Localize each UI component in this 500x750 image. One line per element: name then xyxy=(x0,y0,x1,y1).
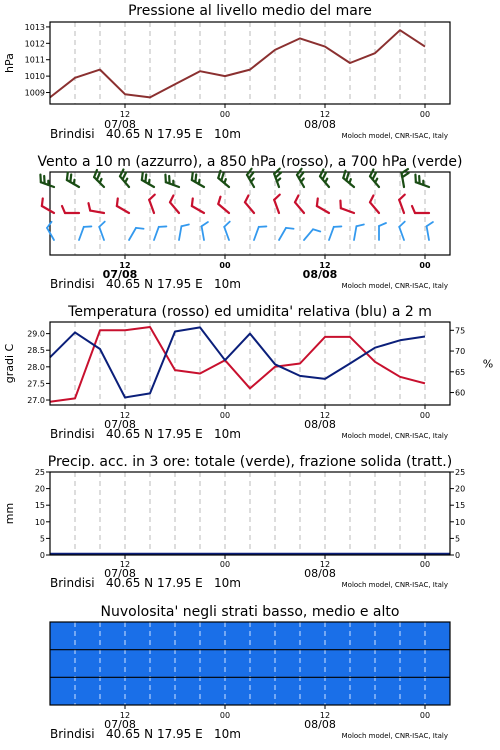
cloud-cell-alto xyxy=(50,622,75,650)
panel-3 xyxy=(3,304,493,441)
cloud-cell-alto xyxy=(275,622,300,650)
cloud-cell-alto xyxy=(200,622,225,650)
y-tick-label: 28.5 xyxy=(27,346,45,356)
location-coords: 40.65 N 17.95 E xyxy=(106,427,203,441)
cloud-cell-alto xyxy=(225,622,250,650)
barb-half-flag xyxy=(224,179,225,183)
barb-flag xyxy=(145,174,146,182)
y-tick-label: 10 xyxy=(34,517,45,527)
date-label: 08/08 xyxy=(304,418,336,431)
barb-flag xyxy=(286,228,294,229)
time-tick-label: 00 xyxy=(219,711,231,720)
barb-flag xyxy=(70,174,71,182)
barb-half-flag xyxy=(199,180,200,184)
panel-title: Temperatura (rosso) ed umidita' relativa (blu) a 2 m xyxy=(68,304,432,320)
cloud-cell-medio xyxy=(325,650,350,678)
time-tick-label: 12 xyxy=(319,411,331,420)
location-elevation: 10m xyxy=(214,427,241,441)
cloud-cell-medio xyxy=(50,650,75,678)
y-tick-label: 1010 xyxy=(24,72,45,82)
cloud-cell-medio xyxy=(400,650,425,678)
cloud-cell-alto xyxy=(350,622,375,650)
panel-4 xyxy=(3,454,465,590)
panel-5 xyxy=(50,604,450,741)
cloud-cell-alto xyxy=(250,622,275,650)
barb-shaft xyxy=(179,226,181,240)
wind-barb-700 xyxy=(142,172,154,187)
y-tick-label: 0 xyxy=(39,551,45,560)
barb-flag xyxy=(356,224,363,226)
date-label: 08/08 xyxy=(304,567,336,580)
time-tick-label: 00 xyxy=(419,411,431,420)
y-tick-label: 27.5 xyxy=(27,379,45,389)
time-tick-label: 12 xyxy=(319,261,331,270)
temperature-line xyxy=(50,327,425,402)
barb-flag xyxy=(97,173,100,180)
barb-half-flag xyxy=(301,179,304,182)
barb-flag xyxy=(67,172,68,180)
barb-flag xyxy=(120,169,123,176)
wind-barb-10m xyxy=(129,228,144,240)
cloud-cell-alto xyxy=(375,622,400,650)
wind-barb-850 xyxy=(42,198,54,213)
barb-shaft xyxy=(341,208,354,213)
y-tick-label: 1012 xyxy=(24,39,45,49)
barb-flag xyxy=(192,198,193,206)
time-tick-label: 12 xyxy=(319,560,331,569)
time-tick-label: 12 xyxy=(119,560,131,569)
barb-flag xyxy=(320,169,323,176)
cloud-cell-basso xyxy=(75,677,100,705)
cloud-cell-basso xyxy=(375,677,400,705)
model-credit: Moloch model, CNR-ISAC, Italy xyxy=(341,732,448,740)
barb-half-flag xyxy=(349,179,350,183)
wind-barb-10m xyxy=(329,226,341,240)
humidity-line xyxy=(50,327,425,397)
location-name: Brindisi xyxy=(50,427,95,441)
y2-tick-label: 20 xyxy=(455,484,466,494)
wind-barb-10m xyxy=(179,224,189,240)
location-name: Brindisi xyxy=(50,576,95,590)
barb-shaft xyxy=(117,206,129,213)
barb-flag xyxy=(42,198,43,206)
barb-shaft xyxy=(192,206,204,213)
time-tick-label: 12 xyxy=(319,110,331,119)
cloud-cell-basso xyxy=(225,677,250,705)
cloud-cell-basso xyxy=(100,677,125,705)
y-tick-label: 25 xyxy=(34,468,45,477)
y2-tick-label: 75 xyxy=(455,326,466,336)
location-elevation: 10m xyxy=(214,576,241,590)
barb-flag xyxy=(323,173,326,180)
wind-barb-10m xyxy=(427,222,433,240)
barb-flag xyxy=(399,195,405,200)
barb-flag xyxy=(117,198,118,206)
barb-shaft xyxy=(218,204,229,213)
wind-barb-10m xyxy=(154,226,166,240)
barb-half-flag xyxy=(74,180,75,184)
panel-title: Precip. acc. in 3 ore: totale (verde), frazione solida (tratt.) xyxy=(47,454,453,470)
cloud-cell-medio xyxy=(375,650,400,678)
barb-shaft xyxy=(79,227,84,240)
cloud-cell-basso xyxy=(275,677,300,705)
wind-barb-850 xyxy=(340,201,354,213)
wind-barb-850 xyxy=(192,198,204,213)
location-elevation: 10m xyxy=(214,727,241,741)
barb-flag xyxy=(170,195,173,202)
barb-shaft xyxy=(254,227,259,240)
cloud-cell-basso xyxy=(150,677,175,705)
panel-2 xyxy=(37,154,462,291)
location-coords: 40.65 N 17.95 E xyxy=(106,576,203,590)
cloud-cell-medio xyxy=(225,650,250,678)
model-credit: Moloch model, CNR-ISAC, Italy xyxy=(341,581,448,589)
time-tick-label: 00 xyxy=(219,110,231,119)
barb-half-flag xyxy=(125,179,127,183)
date-label: 07/08 xyxy=(104,418,136,431)
barb-flag xyxy=(399,222,405,227)
location-coords: 40.65 N 17.95 E xyxy=(106,727,203,741)
barb-shaft xyxy=(329,227,334,240)
barb-flag xyxy=(402,173,408,177)
wind-barb-700 xyxy=(218,171,229,187)
time-tick-label: 00 xyxy=(419,560,431,569)
cloud-cell-alto xyxy=(400,622,425,650)
cloud-cell-basso xyxy=(50,677,75,705)
time-tick-label: 00 xyxy=(419,110,431,119)
cloud-cell-alto xyxy=(300,622,325,650)
time-tick-label: 12 xyxy=(119,110,131,119)
y2-tick-label: 60 xyxy=(455,388,466,398)
barb-flag xyxy=(274,195,280,200)
wind-barb-700 xyxy=(165,175,179,187)
cloud-cell-alto xyxy=(125,622,150,650)
barb-half-flag xyxy=(325,179,327,183)
barb-shaft xyxy=(154,227,159,240)
location-coords: 40.65 N 17.95 E xyxy=(106,127,203,141)
cloud-cell-basso xyxy=(125,677,150,705)
wind-barb-850 xyxy=(317,198,329,213)
barb-flag xyxy=(346,173,348,180)
barb-flag xyxy=(149,195,155,200)
barb-shaft xyxy=(279,228,286,240)
barb-flag xyxy=(192,172,193,180)
y2-axis-label: % xyxy=(482,357,494,371)
barb-shaft xyxy=(354,226,356,240)
y-tick-label: 1009 xyxy=(24,88,45,98)
y2-tick-label: 15 xyxy=(455,501,466,511)
barb-flag xyxy=(47,222,52,228)
cloud-cell-alto xyxy=(425,622,450,650)
date-label: 07/08 xyxy=(102,268,138,281)
panel-title: Vento a 10 m (azzurro), a 850 hPa (rosso), a 700 hPa (verde) xyxy=(37,154,463,170)
barb-half-flag xyxy=(251,179,254,182)
y2-tick-label: 0 xyxy=(455,551,461,560)
barb-flag xyxy=(373,173,376,180)
wind-barb-10m xyxy=(79,226,91,240)
barb-shaft xyxy=(304,229,313,240)
cloud-cell-medio xyxy=(250,650,275,678)
wind-barb-10m xyxy=(202,222,208,240)
y-tick-label: 29.0 xyxy=(27,329,45,339)
barb-flag xyxy=(295,195,298,202)
wind-barb-10m xyxy=(354,224,364,240)
wind-barb-850 xyxy=(117,198,129,213)
date-label: 07/08 xyxy=(104,718,136,731)
model-credit: Moloch model, CNR-ISAC, Italy xyxy=(341,432,448,440)
model-credit: Moloch model, CNR-ISAC, Italy xyxy=(341,282,448,290)
time-tick-label: 00 xyxy=(219,560,231,569)
pressure-line xyxy=(50,30,425,97)
panel-title: Pressione al livello medio del mare xyxy=(128,3,372,19)
y-tick-label: 5 xyxy=(39,534,45,544)
y-axis-label: mm xyxy=(3,502,16,525)
location-elevation: 10m xyxy=(214,127,241,141)
barb-flag xyxy=(202,222,208,226)
date-label: 07/08 xyxy=(104,567,136,580)
barb-flag xyxy=(379,223,386,226)
barb-flag xyxy=(245,195,248,202)
barb-flag xyxy=(123,173,126,180)
wind-barb-700 xyxy=(343,171,354,187)
wind-barb-10m xyxy=(304,229,320,240)
cloud-cell-basso xyxy=(400,677,425,705)
cloud-cell-medio xyxy=(75,650,100,678)
y-axis-label: gradi C xyxy=(3,343,16,384)
barb-flag xyxy=(62,206,65,213)
cloud-cell-medio xyxy=(425,650,450,678)
date-label: 08/08 xyxy=(304,118,336,131)
y-tick-label: 1013 xyxy=(24,22,45,32)
time-tick-label: 00 xyxy=(419,711,431,720)
time-tick-label: 12 xyxy=(119,711,131,720)
location-name: Brindisi xyxy=(50,727,95,741)
y-tick-label: 20 xyxy=(34,484,45,494)
date-label: 07/08 xyxy=(104,118,136,131)
barb-flag xyxy=(99,222,105,227)
location-name: Brindisi xyxy=(50,277,95,291)
model-credit: Moloch model, CNR-ISAC, Italy xyxy=(341,132,448,140)
wind-barb-700 xyxy=(40,175,54,187)
wind-barb-850 xyxy=(88,203,104,213)
barb-flag xyxy=(427,222,433,226)
date-label: 08/08 xyxy=(304,718,336,731)
cloud-cell-medio xyxy=(350,650,375,678)
wind-barb-10m xyxy=(279,228,294,240)
cloud-cell-basso xyxy=(250,677,275,705)
cloud-cell-alto xyxy=(150,622,175,650)
barb-flag xyxy=(218,197,220,204)
cloud-cell-basso xyxy=(425,677,450,705)
barb-shaft xyxy=(427,226,429,240)
time-tick-label: 12 xyxy=(119,411,131,420)
barb-flag xyxy=(370,195,373,202)
y-tick-label: 1011 xyxy=(24,55,45,65)
time-tick-label: 00 xyxy=(419,261,431,270)
cloud-cell-alto xyxy=(325,622,350,650)
barb-shaft xyxy=(202,226,204,240)
cloud-cell-medio xyxy=(175,650,200,678)
y2-tick-label: 70 xyxy=(455,347,466,357)
cloud-cell-basso xyxy=(350,677,375,705)
time-tick-label: 00 xyxy=(219,261,231,270)
cloud-cell-medio xyxy=(300,650,325,678)
barb-flag xyxy=(94,170,97,177)
cloud-cell-basso xyxy=(175,677,200,705)
wind-barb-10m xyxy=(379,223,386,240)
barb-flag xyxy=(136,228,144,229)
y-tick-label: 27.0 xyxy=(27,396,45,406)
time-tick-label: 12 xyxy=(319,711,331,720)
y-tick-label: 28.0 xyxy=(27,362,45,372)
wind-barb-700 xyxy=(67,172,79,187)
barb-flag xyxy=(221,173,223,180)
y-axis-label: hPa xyxy=(3,53,16,73)
barb-half-flag xyxy=(149,180,150,184)
barb-shaft xyxy=(90,211,104,213)
barb-flag xyxy=(317,198,318,206)
barb-flag xyxy=(370,169,373,176)
cloud-cell-medio xyxy=(200,650,225,678)
wind-barb-700 xyxy=(192,172,204,187)
location-elevation: 10m xyxy=(214,277,241,291)
barb-flag xyxy=(224,222,230,227)
cloud-cell-alto xyxy=(100,622,125,650)
barb-flag xyxy=(142,172,143,180)
cloud-cell-basso xyxy=(325,677,350,705)
barb-flag xyxy=(313,229,320,231)
y2-tick-label: 25 xyxy=(455,468,466,477)
panel-title: Nuvolosita' negli strati basso, medio e alto xyxy=(100,604,400,620)
wind-barb-850 xyxy=(412,206,429,213)
time-tick-label: 00 xyxy=(219,411,231,420)
cloud-cell-alto xyxy=(75,622,100,650)
y2-tick-label: 5 xyxy=(455,534,461,544)
barb-flag xyxy=(88,203,90,210)
barb-shaft xyxy=(317,206,329,213)
wind-barb-10m xyxy=(254,226,266,240)
barb-flag xyxy=(412,206,415,213)
wind-barb-700 xyxy=(415,175,429,187)
cloud-cell-medio xyxy=(275,650,300,678)
location-name: Brindisi xyxy=(50,127,95,141)
barb-half-flag xyxy=(375,179,377,183)
cloud-cell-basso xyxy=(300,677,325,705)
wind-barb-850 xyxy=(218,197,229,213)
y2-tick-label: 65 xyxy=(455,367,466,377)
cloud-cell-alto xyxy=(175,622,200,650)
y2-tick-label: 10 xyxy=(455,517,466,527)
panel-1 xyxy=(3,3,450,141)
cloud-cell-medio xyxy=(100,650,125,678)
barb-shaft xyxy=(42,206,54,213)
barb-flag xyxy=(181,224,188,226)
time-tick-label: 12 xyxy=(119,261,131,270)
location-coords: 40.65 N 17.95 E xyxy=(106,277,203,291)
barb-shaft xyxy=(129,228,136,240)
cloud-cell-medio xyxy=(125,650,150,678)
barb-flag xyxy=(195,174,196,182)
y-tick-label: 15 xyxy=(34,501,45,511)
cloud-cell-basso xyxy=(200,677,225,705)
wind-barb-850 xyxy=(62,206,79,213)
barb-half-flag xyxy=(277,179,280,182)
cloud-cell-medio xyxy=(150,650,175,678)
date-label: 08/08 xyxy=(302,268,338,281)
barb-half-flag xyxy=(100,179,102,183)
